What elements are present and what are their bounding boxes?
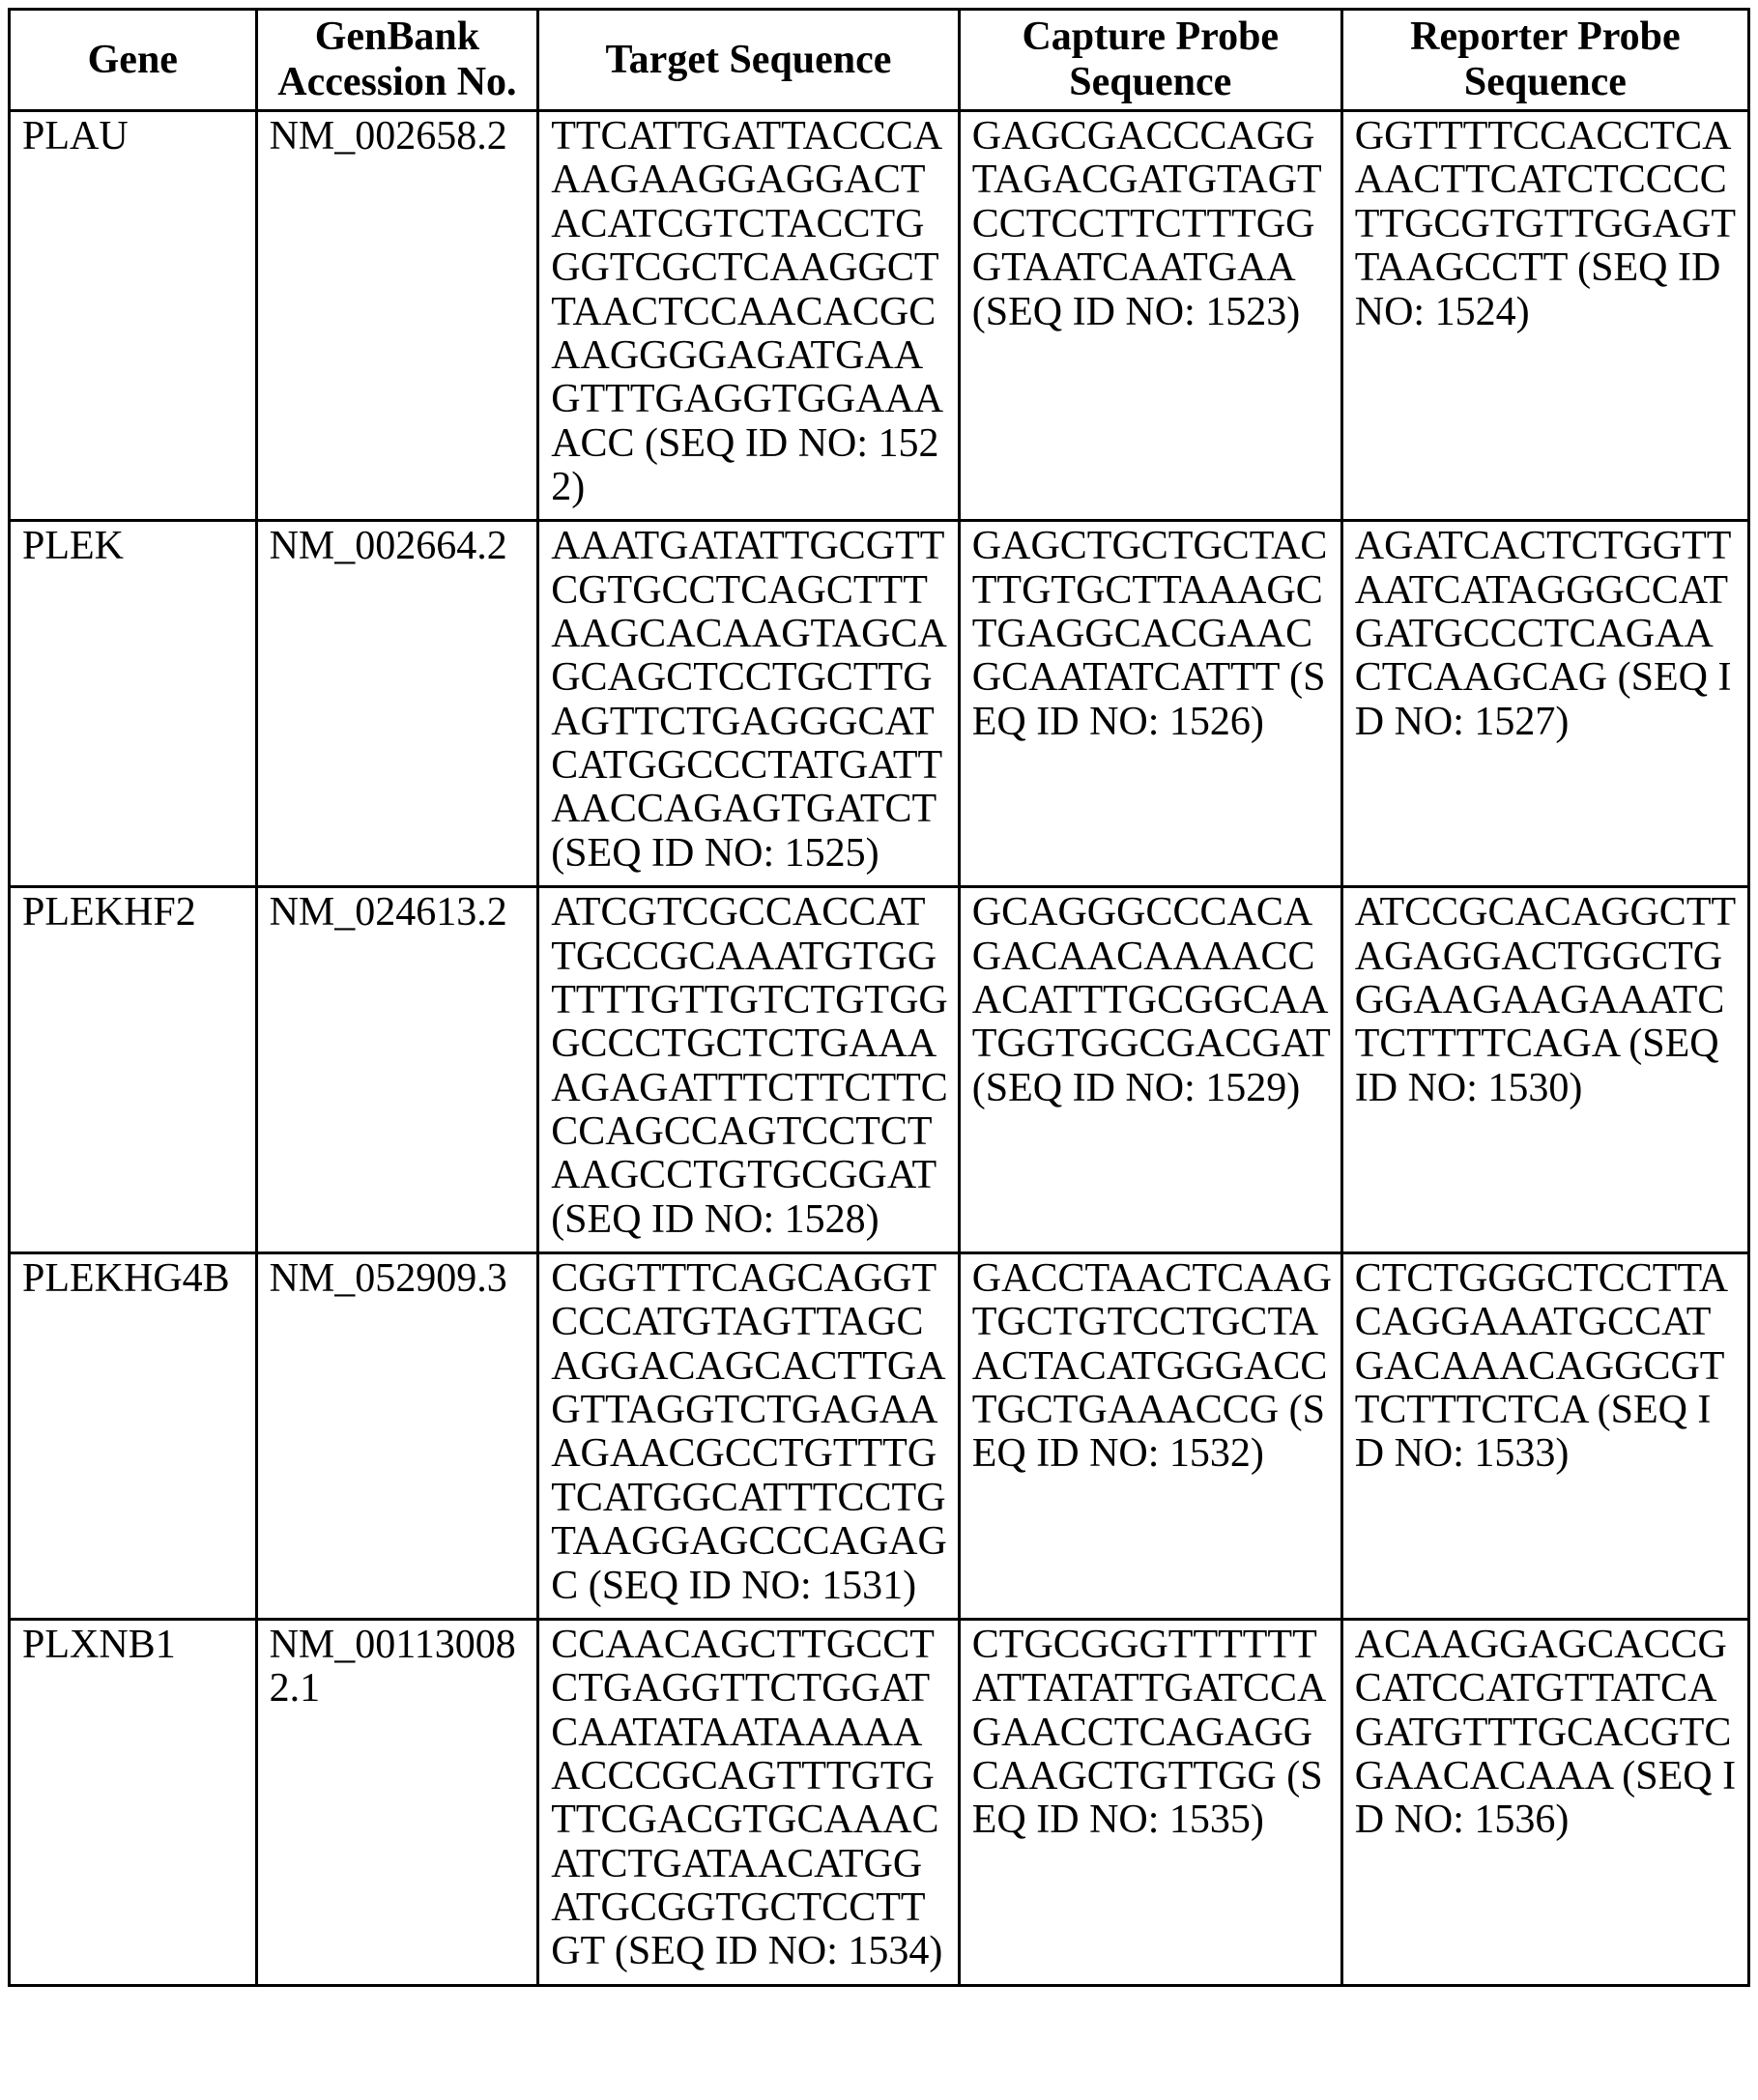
gene-probe-sequence-table [8, 8, 1750, 1987]
accession-cell: NM_052909.3 [256, 1253, 538, 1620]
reporter-probe-cell: ATCCGCACAGGCTTAGAGGACTGGCTGGGAAGAAGAAATCTCTTTTCAGA (SEQ ID NO: 1530) [1341, 887, 1748, 1253]
gene-cell: PLXNB1 [10, 1619, 257, 1985]
table-row [10, 1253, 1749, 1620]
accession-cell: NM_002664.2 [256, 521, 538, 887]
reporter-probe-cell: AGATCACTCTGGTTAATCATAGGGCCATGATGCCCTCAGAACTCAAGCAG (SEQ ID NO: 1527) [1341, 521, 1748, 887]
gene-cell: PLAU [10, 111, 257, 521]
capture-probe-cell: CTGCGGGTTTTTTATTATATTGATCCAGAACCTCAGAGGCAAGCTGTTGG (SEQ ID NO: 1535) [959, 1619, 1341, 1985]
target-sequence-cell: CCAACAGCTTGCCTCTGAGGTTCTGGATCAATATAATAAAAAACCCGCAGTTTGTGTTCGACGTGCAAACATCTGATAACATGGATGCGGTGCTCCTTGT (SEQ ID NO: 1534) [538, 1619, 960, 1985]
table-row [10, 111, 1749, 521]
accession-cell: NM_001130082.1 [256, 1619, 538, 1985]
accession-cell: NM_024613.2 [256, 887, 538, 1253]
table-row [10, 1619, 1749, 1985]
capture-probe-cell: GAGCGACCCAGGTAGACGATGTAGTCCTCCTTCTTTGGGTAATCAATGAA (SEQ ID NO: 1523) [959, 111, 1341, 521]
table-row [10, 887, 1749, 1253]
header-row [10, 10, 1749, 111]
header-genbank-accession: GenBank Accession No. [256, 10, 538, 111]
accession-cell: NM_002658.2 [256, 111, 538, 521]
header-reporter-probe-sequence: Reporter Probe Sequence [1341, 10, 1748, 111]
reporter-probe-cell: ACAAGGAGCACCGCATCCATGTTATCAGATGTTTGCACGTCGAACACAAA (SEQ ID NO: 1536) [1341, 1619, 1748, 1985]
target-sequence-cell: TTCATTGATTACCCAAAGAAGGAGGACTACATCGTCTACCTGGGTCGCTCAAGGCTTAACTCCAACACGCAAGGGGAGATGAAGTTTGAGGTGGAAAACC (SEQ ID NO: 1522) [538, 111, 960, 521]
gene-cell: PLEK [10, 521, 257, 887]
table-row [10, 521, 1749, 887]
target-sequence-cell: AAATGATATTGCGTTCGTGCCTCAGCTTTAAGCACAAGTAGCAGCAGCTCCTGCTTGAGTTCTGAGGGCATCATGGCCCTATGATTAACCAGAGTGATCT (SEQ ID NO: 1525) [538, 521, 960, 887]
header-capture-probe-sequence: Capture Probe Sequence [959, 10, 1341, 111]
gene-cell: PLEKHF2 [10, 887, 257, 1253]
capture-probe-cell: GACCTAACTCAAGTGCTGTCCTGCTAACTACATGGGACCTGCTGAAACCG (SEQ ID NO: 1532) [959, 1253, 1341, 1620]
gene-cell: PLEKHG4B [10, 1253, 257, 1620]
target-sequence-cell: ATCGTCGCCACCATTGCCGCAAATGTGGTTTTGTTGTCTGTGGGCCCTGCTCTGAAAAGAGATTTCTTCTTCCCAGCCAGTCCTCTAAGCCTGTGCGGAT (SEQ ID NO: 1528) [538, 887, 960, 1253]
header-gene: Gene [10, 10, 257, 111]
header-target-sequence: Target Sequence [538, 10, 960, 111]
target-sequence-cell: CGGTTTCAGCAGGTCCCATGTAGTTAGCAGGACAGCACTTGAGTTAGGTCTGAGAAAGAACGCCTGTTTGTCATGGCATTTCCTGTAAGGAGCCCAGAGC (SEQ ID NO: 1531) [538, 1253, 960, 1620]
capture-probe-cell: GAGCTGCTGCTACTTGTGCTTAAAGCTGAGGCACGAACGCAATATCATTT (SEQ ID NO: 1526) [959, 521, 1341, 887]
capture-probe-cell: GCAGGGCCCACAGACAACAAAACCACATTTGCGGCAATGGTGGCGACGAT (SEQ ID NO: 1529) [959, 887, 1341, 1253]
reporter-probe-cell: GGTTTTCCACCTCAAACTTCATCTCCCCTTGCGTGTTGGAGTTAAGCCTT (SEQ ID NO: 1524) [1341, 111, 1748, 521]
reporter-probe-cell: CTCTGGGCTCCTTACAGGAAATGCCATGACAAACAGGCGTTCTTTCTCA (SEQ ID NO: 1533) [1341, 1253, 1748, 1620]
